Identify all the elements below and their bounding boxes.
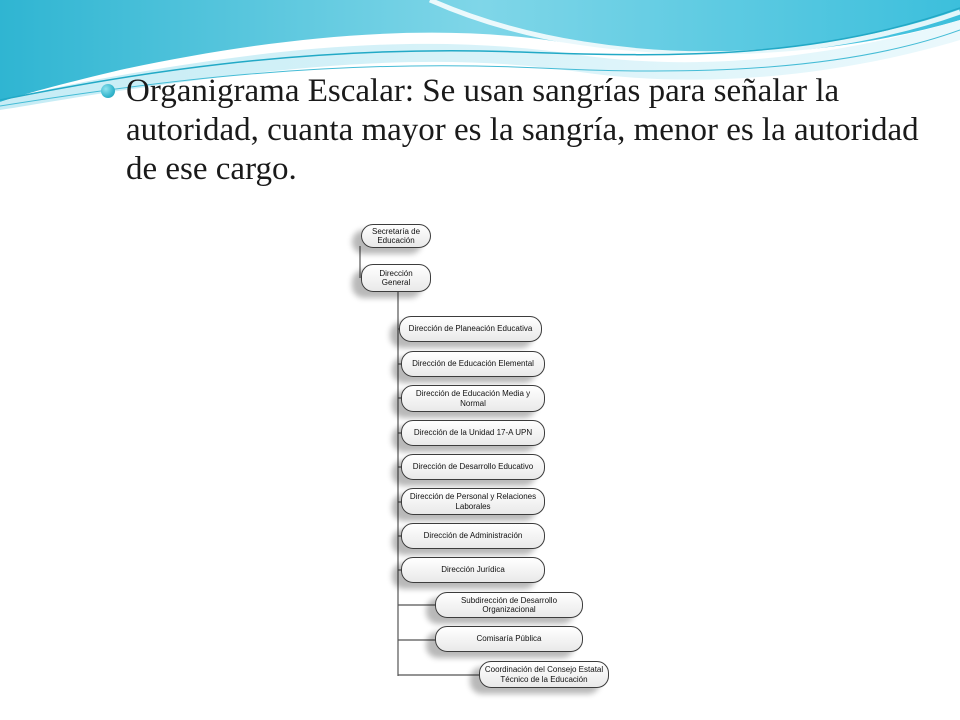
org-node-juridica: Dirección Jurídica <box>401 557 545 583</box>
org-node-direccion-general: Dirección General <box>361 264 431 292</box>
org-node-planeacion: Dirección de Planeación Educativa <box>399 316 542 342</box>
org-node-desarrollo-educativo: Dirección de Desarrollo Educativo <box>401 454 545 480</box>
org-node-comisaria: Comisaría Pública <box>435 626 583 652</box>
bullet-point-icon <box>101 84 115 98</box>
org-node-coordinacion: Coordinación del Consejo Estatal Técnico de la Educación <box>479 661 609 688</box>
org-node-secretaria: Secretaría de Educación <box>361 224 431 248</box>
org-node-educacion-elemental: Dirección de Educación Elemental <box>401 351 545 377</box>
org-node-educacion-media: Dirección de Educación Media y Normal <box>401 385 545 412</box>
org-node-administracion: Dirección de Administración <box>401 523 545 549</box>
org-node-personal: Dirección de Personal y Relaciones Laborales <box>401 488 545 515</box>
org-node-subdireccion: Subdirección de Desarrollo Organizacional <box>435 592 583 618</box>
org-node-unidad-upn: Dirección de la Unidad 17-A UPN <box>401 420 545 446</box>
org-chart <box>343 222 610 688</box>
slide-bullet-text: Organigrama Escalar: Se usan sangrías para señalar la autoridad, cuanta mayor es la sangría, menor es la autoridad de ese cargo. <box>126 73 919 187</box>
